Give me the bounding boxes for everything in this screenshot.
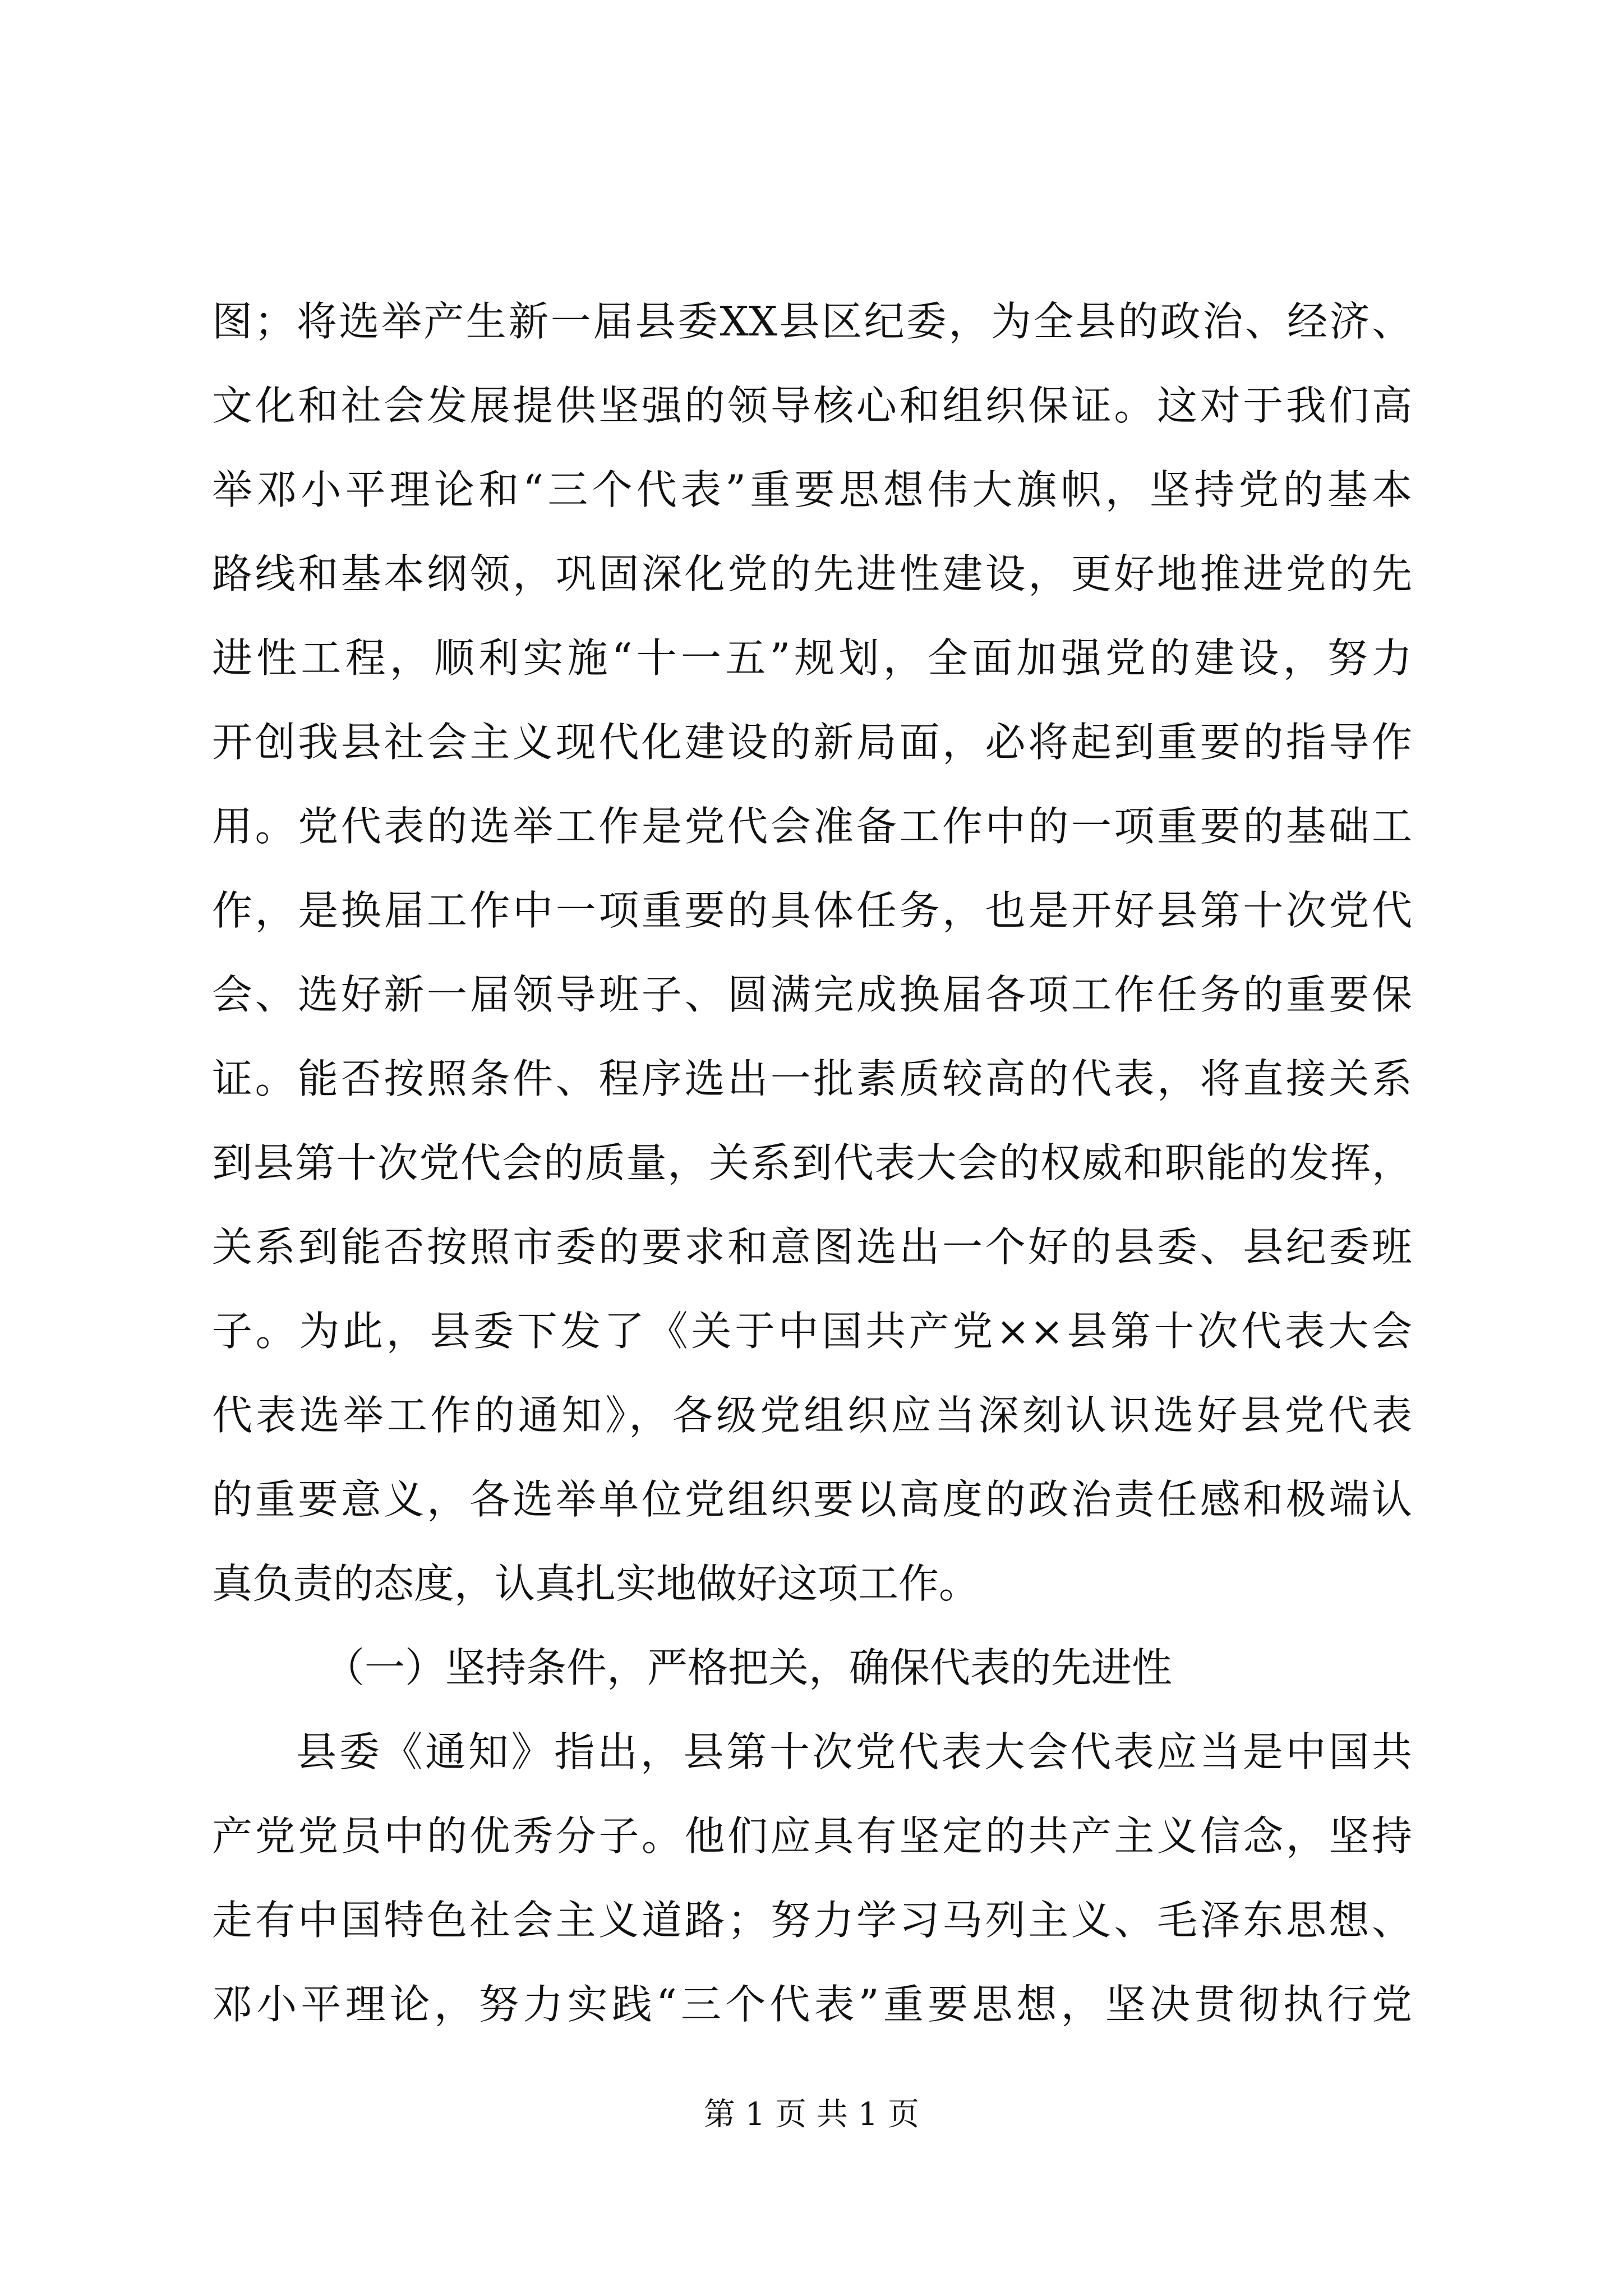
page-number-footer: 第 1 页 共 1 页 <box>703 2096 920 2133</box>
text-line: 作，是换届工作中一项重要的具体任务，也是开好县第十次党代 <box>212 887 1412 934</box>
text-line: 子。为此，县委下发了《关于中国共产党××县第十次代表大会 <box>212 1308 1412 1355</box>
text-line: 进性工程，顺利实施“十一五”规划，全面加强党的建设，努力 <box>212 634 1412 682</box>
text-line: 用。党代表的选举工作是党代会准备工作中的一项重要的基础工 <box>212 803 1412 850</box>
text-line: 证。能否按照条件、程序选出一批素质较高的代表，将直接关系 <box>212 1055 1412 1102</box>
text-line: 关系到能否按照市委的要求和意图选出一个好的县委、县纪委班 <box>212 1223 1412 1271</box>
text-line: 邓小平理论，努力实践“三个代表”重要思想，坚决贯彻执行党 <box>212 1981 1412 2028</box>
text-line: 真负责的态度，认真扎实地做好这项工作。 <box>212 1560 980 1607</box>
text-line: 走有中国特色社会主义道路；努力学习马列主义、毛泽东思想、 <box>212 1897 1412 1944</box>
text-line: 文化和社会发展提供坚强的领导核心和组织保证。这对于我们高 <box>212 382 1412 429</box>
paragraph-first-line: 县委《通知》指出，县第十次党代表大会代表应当是中国共 <box>296 1728 1412 1775</box>
text-line: 的重要意义，各选举单位党组织要以高度的政治责任感和极端认 <box>212 1476 1412 1523</box>
text-line: 代表选举工作的通知》，各级党组织应当深刻认识选好县党代表 <box>212 1392 1412 1439</box>
text-line: 路线和基本纲领，巩固深化党的先进性建设，更好地推进党的先 <box>212 550 1412 597</box>
text-line: 产党党员中的优秀分子。他们应具有坚定的共产主义信念，坚持 <box>212 1812 1412 1860</box>
text-line: 开创我县社会主义现代化建设的新局面，必将起到重要的指导作 <box>212 719 1412 766</box>
document-body <box>212 279 1412 2046</box>
text-line: 图；将选举产生新一届县委XX县区纪委，为全县的政治、经济、 <box>212 298 1412 345</box>
text-line: 举邓小平理论和“三个代表”重要思想伟大旗帜，坚持党的基本 <box>212 466 1412 513</box>
text-line: 到县第十次党代会的质量，关系到代表大会的权威和职能的发挥， <box>212 1139 1412 1186</box>
section-heading: （一）坚持条件，严格把关，确保代表的先进性 <box>324 1644 1173 1691</box>
text-line: 会、选好新一届领导班子、圆满完成换届各项工作任务的重要保 <box>212 971 1412 1018</box>
